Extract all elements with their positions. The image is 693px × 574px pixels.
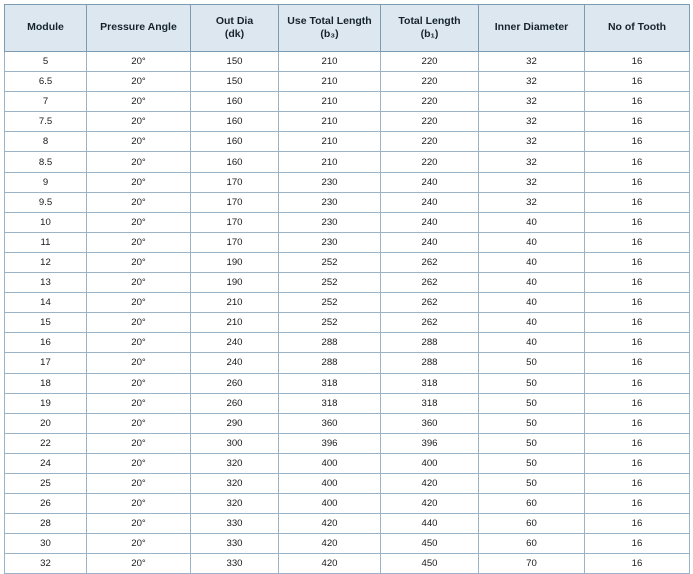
table-cell: 16 <box>585 273 690 293</box>
table-cell: 20° <box>87 393 191 413</box>
table-cell: 288 <box>381 333 479 353</box>
table-row <box>5 152 690 172</box>
table-row <box>5 273 690 293</box>
table-cell: 40 <box>479 293 585 313</box>
table-cell: 220 <box>381 52 479 72</box>
table-cell: 400 <box>381 453 479 473</box>
table-row <box>5 333 690 353</box>
table-cell: 32 <box>479 172 585 192</box>
table-row <box>5 192 690 212</box>
table-row <box>5 473 690 493</box>
table-cell: 60 <box>479 534 585 554</box>
table-cell: 32 <box>479 52 585 72</box>
table-cell: 220 <box>381 72 479 92</box>
table-cell: 32 <box>479 72 585 92</box>
column-header <box>5 5 87 52</box>
table-cell: 150 <box>191 72 279 92</box>
table-cell: 17 <box>5 353 87 373</box>
table-row <box>5 373 690 393</box>
table-cell: 7 <box>5 92 87 112</box>
table-cell: 230 <box>279 192 381 212</box>
table-cell: 400 <box>279 453 381 473</box>
table-cell: 16 <box>585 252 690 272</box>
table-cell: 16 <box>585 554 690 574</box>
table-cell: 16 <box>585 152 690 172</box>
table-cell: 240 <box>381 192 479 212</box>
table-cell: 252 <box>279 313 381 333</box>
table-cell: 14 <box>5 293 87 313</box>
column-header-line2: (b₃) <box>320 28 339 40</box>
table-cell: 360 <box>381 413 479 433</box>
table-cell: 30 <box>5 534 87 554</box>
table-cell: 210 <box>279 152 381 172</box>
table-cell: 28 <box>5 514 87 534</box>
table-cell: 20° <box>87 353 191 373</box>
table-cell: 20° <box>87 293 191 313</box>
table-cell: 360 <box>279 413 381 433</box>
table-cell: 32 <box>479 132 585 152</box>
table-cell: 24 <box>5 453 87 473</box>
table-cell: 16 <box>585 453 690 473</box>
table-cell: 50 <box>479 473 585 493</box>
table-cell: 32 <box>5 554 87 574</box>
table-row <box>5 534 690 554</box>
table-cell: 318 <box>381 373 479 393</box>
table-cell: 16 <box>585 192 690 212</box>
table-row <box>5 252 690 272</box>
table-cell: 288 <box>279 353 381 373</box>
table-row <box>5 433 690 453</box>
table-cell: 9.5 <box>5 192 87 212</box>
table-cell: 400 <box>279 473 381 493</box>
table-cell: 240 <box>191 333 279 353</box>
table-row <box>5 393 690 413</box>
table-cell: 252 <box>279 273 381 293</box>
table-cell: 20° <box>87 232 191 252</box>
table-cell: 32 <box>479 92 585 112</box>
table-cell: 8.5 <box>5 152 87 172</box>
header-row <box>5 5 690 52</box>
table-cell: 32 <box>479 112 585 132</box>
table-cell: 16 <box>585 413 690 433</box>
table-row <box>5 172 690 192</box>
table-cell: 318 <box>279 373 381 393</box>
table-cell: 20° <box>87 132 191 152</box>
column-header-line1: Module <box>27 21 64 34</box>
table-cell: 150 <box>191 52 279 72</box>
table-cell: 18 <box>5 373 87 393</box>
table-cell: 240 <box>191 353 279 373</box>
table-cell: 420 <box>279 514 381 534</box>
table-header <box>5 5 690 52</box>
table-cell: 220 <box>381 152 479 172</box>
table-cell: 16 <box>585 534 690 554</box>
table-cell: 60 <box>479 494 585 514</box>
table-cell: 20° <box>87 373 191 393</box>
column-header-line1: Inner Diameter <box>494 21 569 34</box>
table-cell: 20° <box>87 72 191 92</box>
table-cell: 260 <box>191 393 279 413</box>
table-cell: 16 <box>585 172 690 192</box>
table-cell: 230 <box>279 172 381 192</box>
table-cell: 16 <box>585 373 690 393</box>
table-cell: 240 <box>381 172 479 192</box>
table-cell: 7.5 <box>5 112 87 132</box>
table-cell: 20° <box>87 273 191 293</box>
column-header-line1: No of Tooth <box>607 21 667 34</box>
table-cell: 170 <box>191 212 279 232</box>
table-cell: 220 <box>381 112 479 132</box>
table-cell: 26 <box>5 494 87 514</box>
table-cell: 10 <box>5 212 87 232</box>
table-cell: 220 <box>381 92 479 112</box>
table-cell: 170 <box>191 172 279 192</box>
table-cell: 420 <box>381 473 479 493</box>
table-cell: 160 <box>191 92 279 112</box>
table-cell: 262 <box>381 313 479 333</box>
table-row <box>5 453 690 473</box>
table-cell: 6.5 <box>5 72 87 92</box>
table-row <box>5 554 690 574</box>
table-cell: 32 <box>479 192 585 212</box>
table-cell: 50 <box>479 433 585 453</box>
table-cell: 320 <box>191 453 279 473</box>
table-cell: 288 <box>381 353 479 373</box>
table-cell: 16 <box>585 112 690 132</box>
table-cell: 252 <box>279 252 381 272</box>
table-cell: 20° <box>87 413 191 433</box>
table-row <box>5 232 690 252</box>
table-cell: 20° <box>87 92 191 112</box>
table-cell: 190 <box>191 252 279 272</box>
table-cell: 50 <box>479 353 585 373</box>
table-cell: 210 <box>191 293 279 313</box>
table-cell: 320 <box>191 494 279 514</box>
table-cell: 290 <box>191 413 279 433</box>
table-cell: 20° <box>87 52 191 72</box>
table-cell: 420 <box>381 494 479 514</box>
table-cell: 16 <box>585 92 690 112</box>
table-cell: 330 <box>191 554 279 574</box>
table-cell: 16 <box>585 393 690 413</box>
table-row <box>5 313 690 333</box>
table-cell: 330 <box>191 514 279 534</box>
table-cell: 20° <box>87 473 191 493</box>
table-body <box>5 52 690 574</box>
table-row <box>5 514 690 534</box>
table-cell: 50 <box>479 393 585 413</box>
column-header-line2: (b₁) <box>420 28 439 40</box>
column-header <box>191 5 279 52</box>
table-cell: 318 <box>381 393 479 413</box>
table-cell: 160 <box>191 152 279 172</box>
table-cell: 20° <box>87 112 191 132</box>
table-cell: 16 <box>585 494 690 514</box>
table-cell: 40 <box>479 232 585 252</box>
table-cell: 190 <box>191 273 279 293</box>
table-cell: 20° <box>87 192 191 212</box>
column-header <box>279 5 381 52</box>
table-cell: 16 <box>585 433 690 453</box>
table-cell: 396 <box>381 433 479 453</box>
table-cell: 20° <box>87 172 191 192</box>
table-cell: 50 <box>479 373 585 393</box>
table-cell: 40 <box>479 333 585 353</box>
table-cell: 20° <box>87 494 191 514</box>
table-cell: 400 <box>279 494 381 514</box>
column-header-line1: Total Length <box>398 14 461 27</box>
table-cell: 20° <box>87 433 191 453</box>
table-cell: 252 <box>279 293 381 313</box>
table-cell: 210 <box>279 132 381 152</box>
table-cell: 60 <box>479 514 585 534</box>
table-cell: 20 <box>5 413 87 433</box>
table-cell: 15 <box>5 313 87 333</box>
table-row <box>5 413 690 433</box>
column-header <box>381 5 479 52</box>
table-cell: 396 <box>279 433 381 453</box>
table-cell: 16 <box>585 514 690 534</box>
table-cell: 20° <box>87 554 191 574</box>
table-cell: 260 <box>191 373 279 393</box>
table-cell: 210 <box>279 52 381 72</box>
table-cell: 25 <box>5 473 87 493</box>
table-cell: 210 <box>279 112 381 132</box>
table-cell: 440 <box>381 514 479 534</box>
table-cell: 9 <box>5 172 87 192</box>
table-cell: 330 <box>191 534 279 554</box>
column-header <box>87 5 191 52</box>
table-row <box>5 132 690 152</box>
column-header-line2: (dk) <box>224 28 245 40</box>
table-cell: 20° <box>87 212 191 232</box>
table-cell: 70 <box>479 554 585 574</box>
table-cell: 50 <box>479 413 585 433</box>
table-cell: 320 <box>191 473 279 493</box>
table-row <box>5 72 690 92</box>
table-cell: 20° <box>87 333 191 353</box>
table-cell: 210 <box>191 313 279 333</box>
table-cell: 16 <box>585 293 690 313</box>
table-cell: 300 <box>191 433 279 453</box>
table-cell: 20° <box>87 152 191 172</box>
table-cell: 210 <box>279 72 381 92</box>
table-cell: 160 <box>191 112 279 132</box>
table-cell: 262 <box>381 273 479 293</box>
table-cell: 40 <box>479 313 585 333</box>
table-cell: 22 <box>5 433 87 453</box>
table-row <box>5 353 690 373</box>
table-cell: 16 <box>585 132 690 152</box>
table-cell: 11 <box>5 232 87 252</box>
table-cell: 5 <box>5 52 87 72</box>
table-cell: 16 <box>585 212 690 232</box>
table-cell: 170 <box>191 192 279 212</box>
column-header <box>479 5 585 52</box>
table-cell: 220 <box>381 132 479 152</box>
table-cell: 32 <box>479 152 585 172</box>
table-cell: 420 <box>279 534 381 554</box>
table-cell: 420 <box>279 554 381 574</box>
table-cell: 40 <box>479 212 585 232</box>
table-row <box>5 112 690 132</box>
column-header-line1: Pressure Angle <box>100 21 177 34</box>
table-cell: 16 <box>585 232 690 252</box>
table-row <box>5 212 690 232</box>
table-cell: 230 <box>279 232 381 252</box>
table-cell: 262 <box>381 293 479 313</box>
table-cell: 20° <box>87 514 191 534</box>
table-cell: 8 <box>5 132 87 152</box>
table-cell: 288 <box>279 333 381 353</box>
table-cell: 170 <box>191 232 279 252</box>
table-cell: 40 <box>479 252 585 272</box>
table-cell: 160 <box>191 132 279 152</box>
table-cell: 16 <box>585 72 690 92</box>
table-cell: 16 <box>585 473 690 493</box>
column-header <box>585 5 690 52</box>
table-cell: 230 <box>279 212 381 232</box>
column-header-line1: Use Total Length <box>287 14 372 27</box>
table-cell: 40 <box>479 273 585 293</box>
table-cell: 16 <box>585 313 690 333</box>
table-cell: 19 <box>5 393 87 413</box>
table-row <box>5 92 690 112</box>
table-cell: 450 <box>381 534 479 554</box>
table-cell: 12 <box>5 252 87 272</box>
table-cell: 50 <box>479 453 585 473</box>
table-cell: 16 <box>585 353 690 373</box>
table-cell: 210 <box>279 92 381 112</box>
table-cell: 318 <box>279 393 381 413</box>
table-cell: 16 <box>585 333 690 353</box>
table-cell: 20° <box>87 252 191 272</box>
table-cell: 16 <box>5 333 87 353</box>
table-row <box>5 293 690 313</box>
table-cell: 240 <box>381 212 479 232</box>
table-cell: 450 <box>381 554 479 574</box>
table-cell: 240 <box>381 232 479 252</box>
table-cell: 20° <box>87 453 191 473</box>
column-header-line1: Out Dia <box>215 14 254 27</box>
table-cell: 13 <box>5 273 87 293</box>
table-row <box>5 52 690 72</box>
table-row <box>5 494 690 514</box>
table-cell: 20° <box>87 534 191 554</box>
table-cell: 20° <box>87 313 191 333</box>
gear-specification-table <box>4 4 690 574</box>
table-cell: 262 <box>381 252 479 272</box>
table-cell: 16 <box>585 52 690 72</box>
